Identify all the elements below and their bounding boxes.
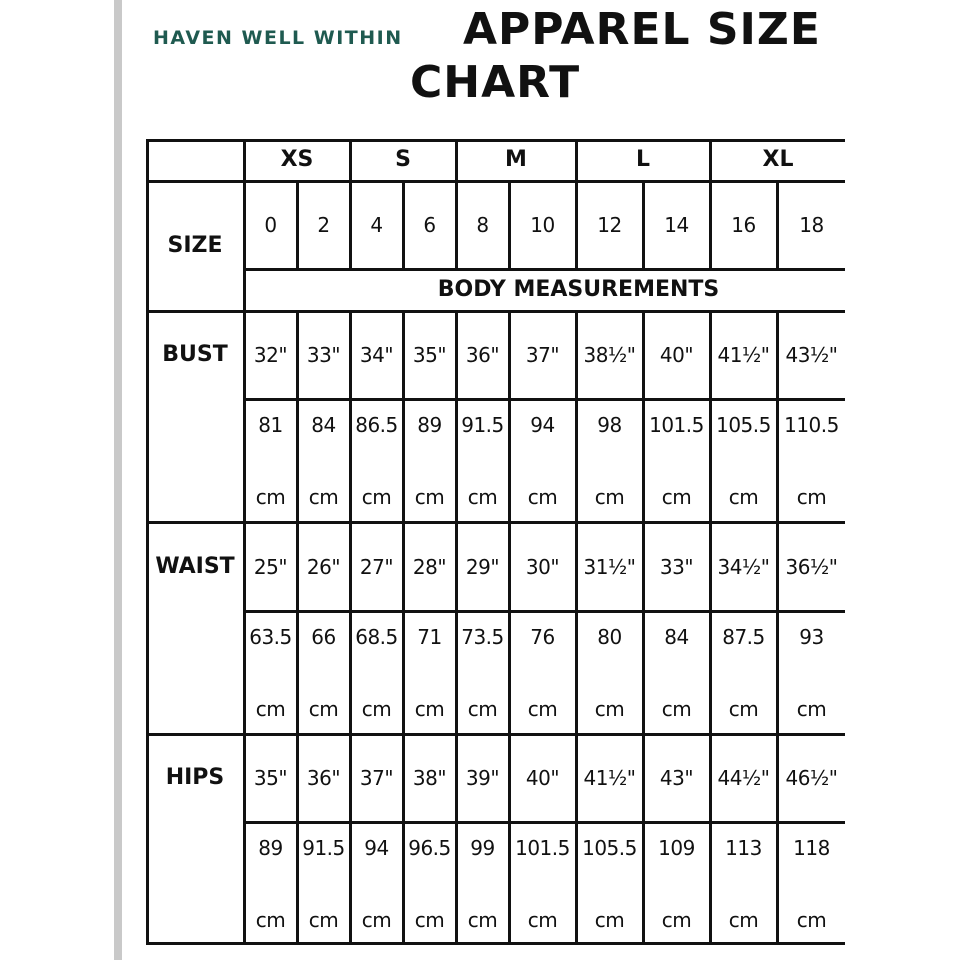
cm-unit: cm bbox=[527, 696, 558, 721]
cm-number: 86.5 bbox=[355, 412, 398, 437]
inch-value: 37" bbox=[359, 766, 394, 790]
cm-number: 91.5 bbox=[461, 412, 504, 437]
cm-unit: cm bbox=[728, 484, 759, 509]
size-number: 0 bbox=[264, 213, 277, 237]
inch-value: 31½" bbox=[583, 554, 636, 579]
size-chart-table bbox=[146, 139, 845, 949]
column-divider bbox=[575, 139, 578, 181]
size-number: 18 bbox=[799, 213, 824, 237]
size-row-label: SIZE bbox=[167, 233, 223, 258]
measurement-label-hips: HIPS bbox=[165, 765, 225, 790]
cm-number: 118 bbox=[793, 835, 830, 860]
cm-unit: cm bbox=[467, 696, 498, 721]
cm-value bbox=[576, 822, 643, 945]
cm-number: 94 bbox=[364, 835, 389, 860]
size-number: 16 bbox=[731, 213, 756, 237]
cm-number: 81 bbox=[258, 412, 283, 437]
inch-value: 33" bbox=[659, 554, 694, 579]
row-divider bbox=[146, 310, 845, 313]
row-divider bbox=[244, 821, 845, 824]
cm-value bbox=[777, 822, 845, 945]
row-divider bbox=[244, 610, 845, 613]
size-group-header: L bbox=[635, 147, 651, 172]
cm-number: 94 bbox=[530, 412, 555, 437]
cm-value bbox=[244, 399, 297, 522]
body-measurements-label: BODY MEASUREMENTS bbox=[437, 277, 720, 302]
inch-value: 38½" bbox=[583, 343, 636, 367]
cm-number: 89 bbox=[258, 835, 283, 860]
cm-value bbox=[576, 399, 643, 522]
cm-number: 68.5 bbox=[355, 624, 398, 649]
cm-value bbox=[350, 611, 403, 734]
inch-value: 41½" bbox=[717, 343, 770, 367]
inch-value: 28" bbox=[412, 554, 447, 579]
inch-value: 27" bbox=[359, 554, 394, 579]
cm-unit: cm bbox=[661, 907, 692, 932]
cm-unit: cm bbox=[414, 907, 445, 932]
column-divider bbox=[455, 139, 458, 181]
column-divider bbox=[243, 139, 246, 945]
cm-unit: cm bbox=[414, 696, 445, 721]
cm-number: 110.5 bbox=[784, 412, 839, 437]
column-divider bbox=[508, 181, 511, 269]
column-divider bbox=[709, 139, 712, 181]
cm-unit: cm bbox=[796, 907, 827, 932]
inch-value: 30" bbox=[525, 554, 560, 579]
inch-value: 41½" bbox=[583, 766, 636, 790]
cm-number: 105.5 bbox=[582, 835, 637, 860]
column-divider bbox=[642, 181, 645, 269]
column-divider bbox=[776, 181, 779, 269]
cm-unit: cm bbox=[467, 907, 498, 932]
cm-number: 101.5 bbox=[649, 412, 704, 437]
size-group-header: XS bbox=[280, 147, 314, 172]
column-divider bbox=[349, 139, 352, 181]
cm-number: 89 bbox=[417, 412, 442, 437]
cm-number: 87.5 bbox=[722, 624, 765, 649]
column-divider bbox=[709, 181, 712, 269]
row-divider bbox=[146, 733, 845, 736]
table-border-left bbox=[146, 139, 149, 945]
column-divider bbox=[642, 311, 645, 945]
inch-value: 46½" bbox=[785, 766, 838, 790]
cm-number: 66 bbox=[311, 624, 336, 649]
row-divider bbox=[146, 521, 845, 524]
inch-value: 37" bbox=[525, 343, 560, 367]
cm-unit: cm bbox=[361, 484, 392, 509]
cm-unit: cm bbox=[308, 696, 339, 721]
inch-value: 36½" bbox=[785, 554, 838, 579]
cm-unit: cm bbox=[467, 484, 498, 509]
cm-value bbox=[456, 611, 509, 734]
column-divider bbox=[402, 311, 405, 945]
cm-unit: cm bbox=[527, 484, 558, 509]
column-divider bbox=[455, 311, 458, 945]
inch-value: 34½" bbox=[717, 554, 770, 579]
size-group-header: M bbox=[505, 147, 527, 172]
row-divider bbox=[244, 398, 845, 401]
cm-value bbox=[509, 611, 576, 734]
inch-value: 25" bbox=[253, 554, 288, 579]
cm-number: 73.5 bbox=[461, 624, 504, 649]
cm-number: 84 bbox=[311, 412, 336, 437]
size-group-header: XL bbox=[762, 147, 794, 172]
column-divider bbox=[575, 311, 578, 945]
cm-number: 93 bbox=[799, 624, 824, 649]
table-border-top bbox=[146, 139, 845, 142]
size-number: 4 bbox=[370, 213, 383, 237]
inch-value: 40" bbox=[525, 766, 560, 790]
size-number: 6 bbox=[423, 213, 436, 237]
page-edge-bar bbox=[114, 0, 122, 960]
cm-value bbox=[710, 399, 777, 522]
cm-number: 76 bbox=[530, 624, 555, 649]
page-title-line2: CHART bbox=[410, 57, 581, 108]
column-divider bbox=[296, 311, 299, 945]
cm-number: 71 bbox=[417, 624, 442, 649]
cm-value bbox=[403, 611, 456, 734]
inch-value: 43½" bbox=[785, 343, 838, 367]
cm-value bbox=[777, 399, 845, 522]
cm-value bbox=[403, 399, 456, 522]
cm-value bbox=[710, 822, 777, 945]
page-title: APPAREL SIZE bbox=[463, 4, 821, 55]
cm-number: 96.5 bbox=[408, 835, 451, 860]
cm-unit: cm bbox=[361, 907, 392, 932]
cm-unit: cm bbox=[661, 484, 692, 509]
inch-value: 38" bbox=[412, 766, 447, 790]
cm-unit: cm bbox=[527, 907, 558, 932]
cm-number: 63.5 bbox=[249, 624, 292, 649]
brand-name: HAVEN WELL WITHIN bbox=[153, 27, 403, 49]
row-divider bbox=[146, 180, 845, 183]
cm-number: 91.5 bbox=[302, 835, 345, 860]
inch-value: 40" bbox=[659, 343, 694, 367]
cm-value bbox=[643, 399, 710, 522]
cm-value bbox=[777, 611, 845, 734]
column-divider bbox=[508, 311, 511, 945]
cm-number: 113 bbox=[725, 835, 762, 860]
cm-value bbox=[643, 611, 710, 734]
cm-unit: cm bbox=[414, 484, 445, 509]
cm-unit: cm bbox=[796, 696, 827, 721]
cm-value bbox=[244, 611, 297, 734]
cm-value bbox=[576, 611, 643, 734]
table-border-bottom bbox=[146, 942, 845, 945]
column-divider bbox=[776, 311, 779, 945]
column-divider bbox=[402, 181, 405, 269]
inch-value: 44½" bbox=[717, 766, 770, 790]
cm-number: 84 bbox=[664, 624, 689, 649]
cm-unit: cm bbox=[594, 907, 625, 932]
size-number: 10 bbox=[530, 213, 555, 237]
size-group-header: S bbox=[395, 147, 411, 172]
size-number: 8 bbox=[476, 213, 489, 237]
measurement-label-bust: BUST bbox=[162, 342, 228, 367]
column-divider bbox=[709, 311, 712, 945]
cm-unit: cm bbox=[308, 907, 339, 932]
measurement-label-waist: WAIST bbox=[155, 553, 235, 579]
table-grid bbox=[146, 139, 845, 949]
cm-value bbox=[456, 822, 509, 945]
column-divider bbox=[349, 181, 352, 269]
cm-unit: cm bbox=[661, 696, 692, 721]
cm-number: 105.5 bbox=[716, 412, 771, 437]
cm-number: 101.5 bbox=[515, 835, 570, 860]
cm-value bbox=[509, 822, 576, 945]
cm-unit: cm bbox=[255, 484, 286, 509]
cm-number: 80 bbox=[597, 624, 622, 649]
size-number: 12 bbox=[597, 213, 622, 237]
cm-value bbox=[509, 399, 576, 522]
inch-value: 35" bbox=[412, 343, 447, 367]
size-number: 2 bbox=[317, 213, 330, 237]
inch-value: 29" bbox=[465, 554, 500, 579]
cm-value bbox=[643, 822, 710, 945]
inch-value: 34" bbox=[359, 343, 394, 367]
inch-value: 26" bbox=[306, 554, 341, 579]
cm-value bbox=[350, 399, 403, 522]
cm-value bbox=[244, 822, 297, 945]
cm-unit: cm bbox=[255, 907, 286, 932]
cm-unit: cm bbox=[594, 484, 625, 509]
row-divider bbox=[244, 268, 845, 271]
cm-unit: cm bbox=[796, 484, 827, 509]
inch-value: 32" bbox=[253, 343, 288, 367]
cm-unit: cm bbox=[594, 696, 625, 721]
size-number: 14 bbox=[664, 213, 689, 237]
cm-unit: cm bbox=[728, 907, 759, 932]
inch-value: 39" bbox=[465, 766, 500, 790]
cm-value bbox=[297, 611, 350, 734]
cm-value bbox=[297, 399, 350, 522]
cm-unit: cm bbox=[728, 696, 759, 721]
inch-value: 43" bbox=[659, 766, 694, 790]
cm-number: 109 bbox=[658, 835, 695, 860]
cm-value bbox=[403, 822, 456, 945]
inch-value: 33" bbox=[306, 343, 341, 367]
inch-value: 36" bbox=[306, 766, 341, 790]
cm-value bbox=[456, 399, 509, 522]
inch-value: 35" bbox=[253, 766, 288, 790]
column-divider bbox=[575, 181, 578, 269]
column-divider bbox=[349, 311, 352, 945]
cm-number: 98 bbox=[597, 412, 622, 437]
cm-value bbox=[350, 822, 403, 945]
column-divider bbox=[296, 181, 299, 269]
cm-unit: cm bbox=[255, 696, 286, 721]
cm-number: 99 bbox=[470, 835, 495, 860]
cm-value bbox=[297, 822, 350, 945]
inch-value: 36" bbox=[465, 343, 500, 367]
cm-value bbox=[710, 611, 777, 734]
cm-unit: cm bbox=[308, 484, 339, 509]
cm-unit: cm bbox=[361, 696, 392, 721]
column-divider bbox=[455, 181, 458, 269]
